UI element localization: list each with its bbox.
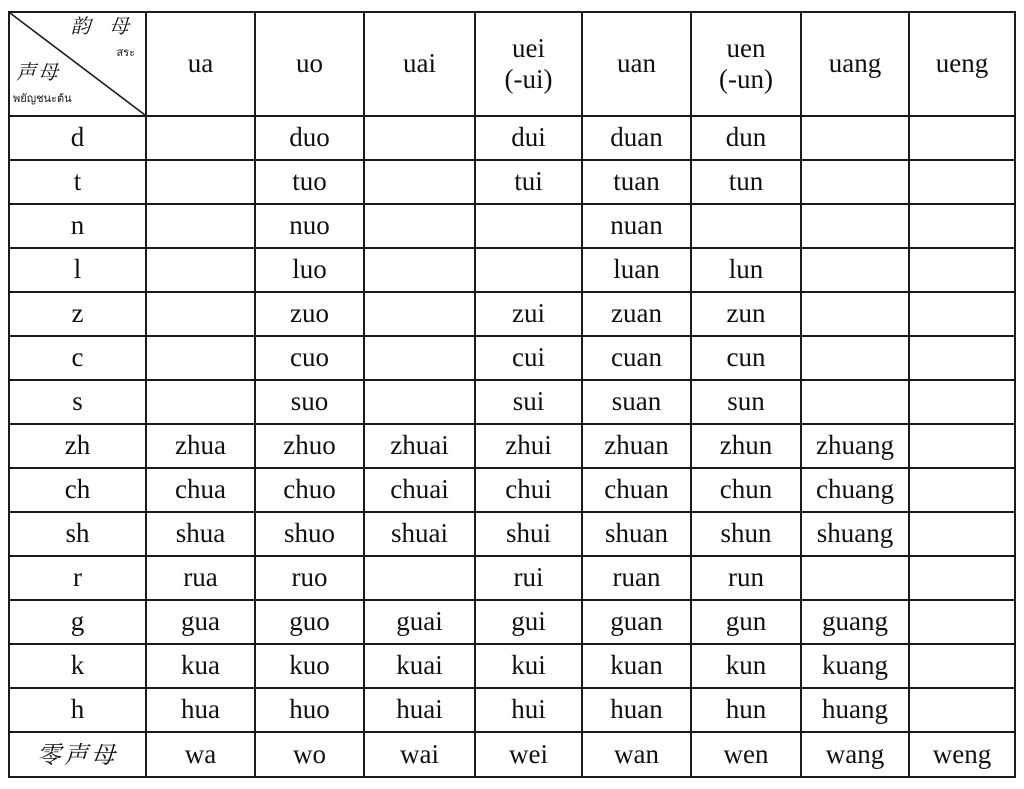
syllable-text: zhuang: [816, 430, 894, 461]
syllable-cell: [364, 644, 475, 688]
syllable-cell: [364, 600, 475, 644]
syllable-text: zuan: [611, 298, 662, 329]
syllable-text: guan: [610, 606, 663, 637]
final-header-cell: [582, 12, 691, 116]
syllable-cell: [364, 248, 475, 292]
syllable-text: zhun: [719, 430, 773, 461]
syllable-cell: [801, 468, 909, 512]
syllable-cell: [364, 336, 475, 380]
initial-label: h: [70, 694, 85, 725]
table-row: [9, 644, 1015, 688]
final-header-label: ueng: [935, 48, 989, 79]
final-header-label: ua: [187, 48, 214, 79]
syllable-text: kun: [725, 650, 767, 681]
syllable-cell: [146, 248, 255, 292]
syllable-cell: [909, 292, 1015, 336]
table-row: [9, 556, 1015, 600]
initial-label: r: [73, 562, 82, 593]
syllable-cell: [146, 204, 255, 248]
syllable-cell: [475, 116, 582, 160]
syllable-text: tuo: [292, 166, 327, 197]
syllable-text: sui: [512, 386, 545, 417]
syllable-cell: [475, 336, 582, 380]
syllable-cell: [691, 116, 801, 160]
syllable-text: shuan: [605, 518, 668, 549]
initial-label: sh: [65, 518, 90, 549]
syllable-text: chuan: [604, 474, 669, 505]
syllable-cell: [475, 380, 582, 424]
syllable-text: wa: [184, 738, 217, 769]
syllable-text: lun: [728, 254, 764, 285]
syllable-text: zhuo: [283, 430, 336, 461]
syllable-cell: [364, 380, 475, 424]
syllable-cell: [255, 336, 364, 380]
table-row: [9, 204, 1015, 248]
syllable-text: cui: [512, 342, 545, 373]
syllable-cell: [801, 556, 909, 600]
table-row: [9, 512, 1015, 556]
syllable-text: zhuai: [390, 430, 449, 461]
syllable-cell: [582, 732, 691, 777]
syllable-text: zhui: [505, 430, 552, 461]
syllable-cell: [364, 204, 475, 248]
syllable-cell: [146, 380, 255, 424]
table-row: [9, 160, 1015, 204]
syllable-cell: [691, 556, 801, 600]
syllable-cell: [582, 380, 691, 424]
syllable-cell: [475, 292, 582, 336]
syllable-cell: [255, 248, 364, 292]
syllable-cell: [255, 468, 364, 512]
syllable-cell: [146, 512, 255, 556]
initial-cell: [9, 644, 146, 688]
table-row: [9, 336, 1015, 380]
syllable-cell: [691, 204, 801, 248]
table-row: [9, 732, 1015, 777]
syllable-cell: [255, 116, 364, 160]
syllable-text: shuai: [391, 518, 448, 549]
syllable-text: ruo: [291, 562, 328, 593]
syllable-cell: [364, 688, 475, 732]
syllable-cell: [475, 468, 582, 512]
syllable-text: chun: [719, 474, 773, 505]
syllable-text: suo: [290, 386, 329, 417]
syllable-text: wen: [723, 738, 769, 769]
initial-cell: [9, 116, 146, 160]
syllable-cell: [909, 556, 1015, 600]
final-header-cell: [364, 12, 475, 116]
syllable-cell: [475, 248, 582, 292]
syllable-cell: [255, 160, 364, 204]
initial-label: ch: [64, 474, 91, 505]
syllable-cell: [691, 424, 801, 468]
final-header-label: (-un): [719, 64, 773, 94]
header-row: [9, 12, 1015, 116]
syllable-cell: [255, 556, 364, 600]
syllable-cell: [691, 380, 801, 424]
syllable-cell: [909, 380, 1015, 424]
syllable-cell: [475, 204, 582, 248]
syllable-text: ruan: [612, 562, 661, 593]
syllable-cell: [801, 292, 909, 336]
syllable-text: wai: [400, 738, 439, 769]
syllable-cell: [801, 204, 909, 248]
syllable-cell: [255, 204, 364, 248]
syllable-text: huai: [396, 694, 443, 725]
syllable-cell: [801, 116, 909, 160]
syllable-cell: [364, 292, 475, 336]
syllable-text: zhuan: [604, 430, 669, 461]
syllable-cell: [691, 512, 801, 556]
syllable-text: guai: [396, 606, 443, 637]
syllable-text: rua: [183, 562, 218, 593]
syllable-cell: [364, 732, 475, 777]
final-header-label: (-ui): [504, 64, 553, 94]
syllable-cell: [364, 468, 475, 512]
syllable-text: cun: [726, 342, 766, 373]
final-header-cell: [801, 12, 909, 116]
syllable-text: kuang: [822, 650, 888, 681]
initial-label: d: [70, 122, 85, 153]
syllable-cell: [475, 644, 582, 688]
syllable-cell: [801, 600, 909, 644]
syllable-cell: [909, 160, 1015, 204]
syllable-cell: [909, 732, 1015, 777]
syllable-cell: [582, 160, 691, 204]
table-row: [9, 688, 1015, 732]
initial-cell: [9, 336, 146, 380]
initial-cell: [9, 424, 146, 468]
syllable-text: kui: [511, 650, 546, 681]
syllable-cell: [255, 292, 364, 336]
initial-label: s: [72, 386, 83, 417]
syllable-cell: [801, 688, 909, 732]
initial-cell: [9, 688, 146, 732]
syllable-cell: [801, 160, 909, 204]
syllable-cell: [255, 644, 364, 688]
syllable-cell: [255, 380, 364, 424]
syllable-cell: [364, 512, 475, 556]
syllable-cell: [582, 116, 691, 160]
syllable-cell: [146, 160, 255, 204]
table-row: [9, 116, 1015, 160]
syllable-text: sun: [727, 386, 765, 417]
syllable-text: kuan: [610, 650, 663, 681]
initial-cell: [9, 160, 146, 204]
syllable-text: huan: [610, 694, 663, 725]
syllable-cell: [146, 556, 255, 600]
syllable-text: gun: [725, 606, 767, 637]
syllable-text: wan: [614, 738, 659, 769]
syllable-cell: [582, 292, 691, 336]
syllable-cell: [146, 292, 255, 336]
syllable-cell: [146, 732, 255, 777]
syllable-cell: [582, 336, 691, 380]
syllable-cell: [909, 512, 1015, 556]
syllable-text: shuang: [816, 518, 894, 549]
syllable-text: run: [728, 562, 764, 593]
pinyin-combination-table: [8, 11, 1016, 778]
syllable-cell: [255, 732, 364, 777]
initial-label: k: [70, 650, 85, 681]
pinyin-table-container: [8, 11, 1016, 778]
syllable-cell: [909, 688, 1015, 732]
syllable-cell: [801, 512, 909, 556]
syllable-text: tun: [728, 166, 764, 197]
table-row: [9, 248, 1015, 292]
syllable-cell: [582, 644, 691, 688]
final-header-cell: [691, 12, 801, 116]
syllable-cell: [475, 424, 582, 468]
final-header-label: uei: [512, 32, 545, 63]
syllable-cell: [909, 248, 1015, 292]
table-row: [9, 468, 1015, 512]
initial-label: z: [71, 298, 84, 329]
syllable-cell: [909, 336, 1015, 380]
syllable-text: hua: [181, 694, 220, 725]
syllable-text: shun: [720, 518, 772, 549]
syllable-cell: [801, 424, 909, 468]
syllable-cell: [582, 688, 691, 732]
initial-label: c: [71, 342, 84, 373]
final-header-label: uan: [617, 48, 656, 79]
syllable-text: nuan: [610, 210, 663, 241]
initial-cell: [9, 556, 146, 600]
syllable-text: gui: [511, 606, 546, 637]
syllable-cell: [146, 116, 255, 160]
syllable-text: nuo: [289, 210, 330, 241]
syllable-text: luo: [292, 254, 327, 285]
syllable-cell: [691, 688, 801, 732]
syllable-text: cuan: [611, 342, 662, 373]
syllable-cell: [146, 336, 255, 380]
syllable-cell: [801, 248, 909, 292]
syllable-cell: [582, 512, 691, 556]
syllable-text: kuai: [396, 650, 443, 681]
syllable-text: dun: [725, 122, 767, 153]
final-header-cell: [146, 12, 255, 116]
syllable-cell: [475, 512, 582, 556]
syllable-cell: [801, 732, 909, 777]
syllable-cell: [691, 248, 801, 292]
syllable-text: cuo: [290, 342, 329, 373]
initial-label: 零声母: [37, 740, 118, 769]
initial-cell: [9, 292, 146, 336]
syllable-text: wei: [509, 738, 548, 769]
initial-cell: [9, 512, 146, 556]
initial-cell: [9, 380, 146, 424]
table-row: [9, 600, 1015, 644]
initial-cell: [9, 468, 146, 512]
syllable-cell: [909, 424, 1015, 468]
syllable-cell: [582, 468, 691, 512]
syllable-cell: [909, 468, 1015, 512]
syllable-text: chuai: [390, 474, 449, 505]
syllable-text: luan: [613, 254, 660, 285]
syllable-text: zuo: [290, 298, 329, 329]
syllable-cell: [475, 732, 582, 777]
initial-cell: [9, 204, 146, 248]
syllable-text: shua: [175, 518, 226, 549]
syllable-cell: [582, 248, 691, 292]
syllable-cell: [146, 468, 255, 512]
final-header-cell: [909, 12, 1015, 116]
syllable-cell: [146, 424, 255, 468]
syllable-cell: [582, 424, 691, 468]
syllable-cell: [475, 600, 582, 644]
syllable-text: huang: [822, 694, 888, 725]
syllable-cell: [909, 644, 1015, 688]
syllable-cell: [909, 204, 1015, 248]
syllable-text: chui: [505, 474, 552, 505]
syllable-cell: [691, 732, 801, 777]
initial-cell: [9, 732, 146, 777]
initial-label: zh: [64, 430, 91, 461]
syllable-cell: [691, 600, 801, 644]
syllable-cell: [475, 160, 582, 204]
initial-cell: [9, 248, 146, 292]
syllable-cell: [582, 556, 691, 600]
syllable-text: wo: [293, 738, 326, 769]
syllable-cell: [364, 556, 475, 600]
syllable-cell: [364, 116, 475, 160]
initial-label: n: [70, 210, 85, 241]
syllable-text: zhua: [175, 430, 226, 461]
syllable-text: guang: [822, 606, 888, 637]
syllable-text: guo: [289, 606, 330, 637]
syllable-cell: [475, 688, 582, 732]
syllable-cell: [475, 556, 582, 600]
syllable-cell: [801, 336, 909, 380]
table-row: [9, 380, 1015, 424]
table-body: [9, 116, 1015, 777]
syllable-text: suan: [611, 386, 662, 417]
syllable-cell: [255, 688, 364, 732]
syllable-cell: [801, 644, 909, 688]
syllable-text: hun: [725, 694, 767, 725]
syllable-cell: [364, 424, 475, 468]
syllable-cell: [255, 600, 364, 644]
syllable-cell: [691, 160, 801, 204]
syllable-text: kua: [181, 650, 220, 681]
corner-initial-label-zh: 声母: [16, 60, 60, 84]
syllable-cell: [909, 600, 1015, 644]
syllable-text: zun: [726, 298, 766, 329]
syllable-cell: [255, 512, 364, 556]
syllable-text: weng: [932, 738, 992, 769]
syllable-cell: [146, 600, 255, 644]
syllable-cell: [255, 424, 364, 468]
syllable-cell: [582, 600, 691, 644]
syllable-text: dui: [511, 122, 546, 153]
initial-label: g: [70, 606, 85, 637]
syllable-text: wang: [825, 738, 885, 769]
syllable-cell: [146, 644, 255, 688]
initial-label: l: [73, 254, 82, 285]
syllable-text: tuan: [613, 166, 660, 197]
table-row: [9, 424, 1015, 468]
table-row: [9, 292, 1015, 336]
corner-header-cell: [9, 12, 146, 116]
final-header-label: uang: [828, 48, 882, 79]
syllable-text: gua: [181, 606, 220, 637]
corner-initial-label-th: พยัญชนะต้น: [13, 92, 72, 105]
syllable-cell: [146, 688, 255, 732]
final-header-cell: [475, 12, 582, 116]
syllable-text: chuo: [283, 474, 336, 505]
final-header-label: uai: [403, 48, 436, 79]
syllable-cell: [582, 204, 691, 248]
syllable-text: huo: [289, 694, 330, 725]
initial-cell: [9, 600, 146, 644]
syllable-cell: [691, 336, 801, 380]
final-header-label: uo: [296, 48, 323, 79]
syllable-cell: [691, 468, 801, 512]
syllable-text: zui: [512, 298, 545, 329]
initial-label: t: [73, 166, 82, 197]
syllable-text: rui: [513, 562, 544, 593]
syllable-cell: [801, 380, 909, 424]
syllable-text: duo: [289, 122, 330, 153]
final-header-label: uen: [726, 32, 766, 63]
syllable-cell: [691, 292, 801, 336]
syllable-text: duan: [610, 122, 663, 153]
syllable-text: hui: [511, 694, 546, 725]
syllable-cell: [364, 160, 475, 204]
final-header-cell: [255, 12, 364, 116]
syllable-text: tui: [514, 166, 543, 197]
syllable-cell: [691, 644, 801, 688]
syllable-text: chua: [175, 474, 226, 505]
syllable-text: chuang: [816, 474, 894, 505]
syllable-text: kuo: [289, 650, 330, 681]
syllable-text: shuo: [283, 518, 335, 549]
corner-final-label-zh: 韵 母: [70, 14, 135, 38]
corner-final-label-th: สระ: [116, 46, 135, 59]
syllable-text: shui: [505, 518, 551, 549]
syllable-cell: [909, 116, 1015, 160]
